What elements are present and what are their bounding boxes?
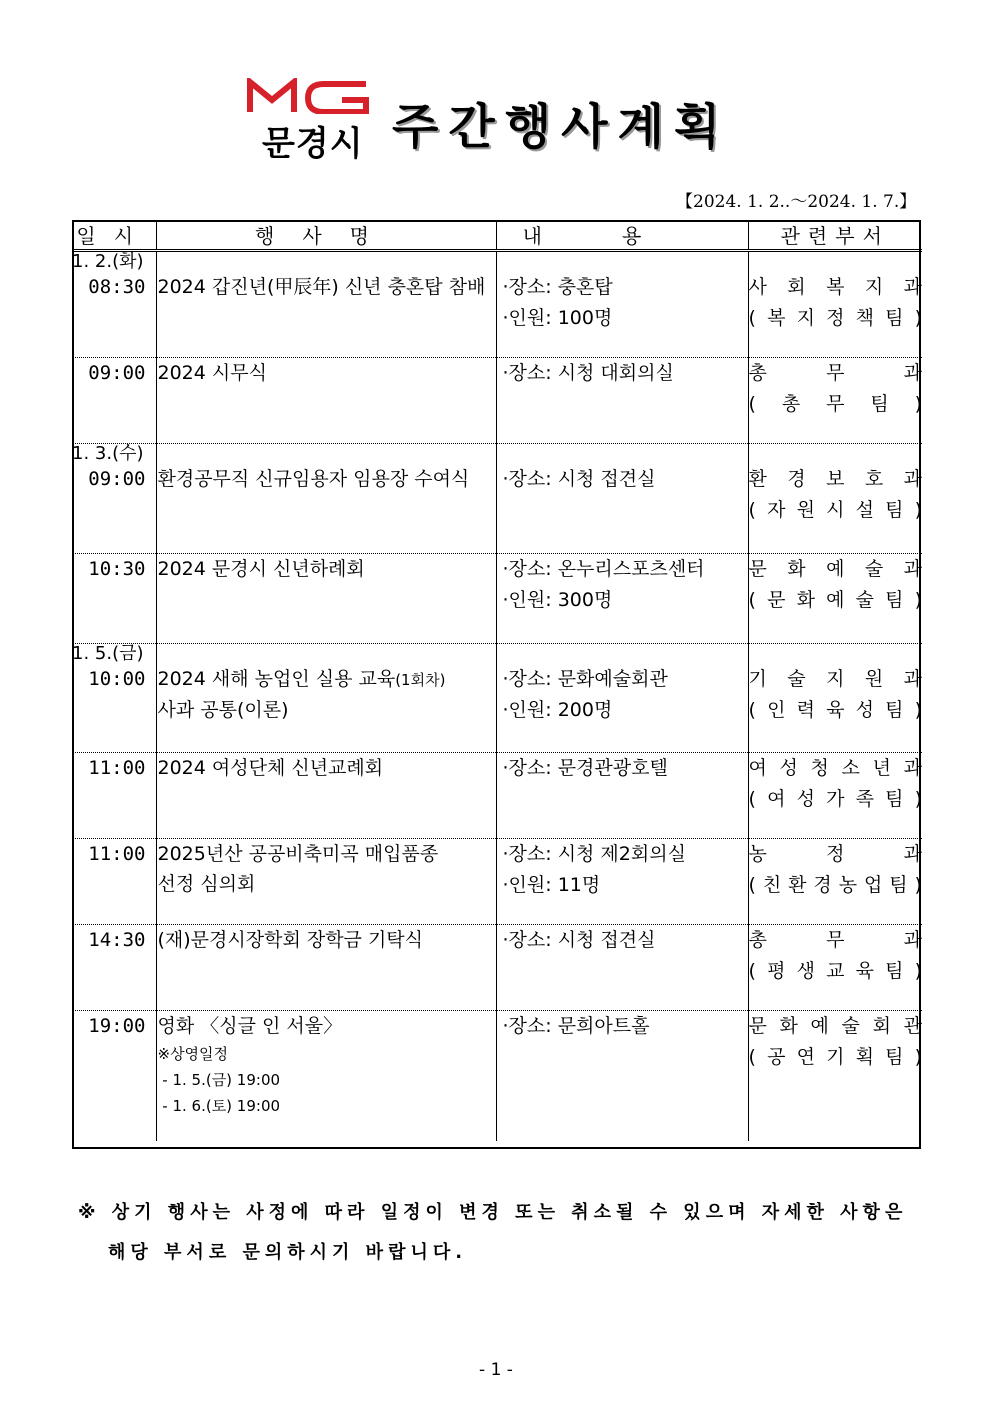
department-char: 인 — [767, 699, 786, 721]
event-name-line — [158, 358, 496, 388]
department-char: 경 — [813, 873, 832, 896]
department-char: 지 — [864, 276, 884, 298]
department-char: 기 — [826, 1045, 845, 1068]
screening-schedule-line: - 1. 6.(토) 19:00 — [157, 1096, 281, 1115]
team-name — [749, 870, 923, 901]
department-char: ( — [748, 959, 756, 982]
department-char: 기 — [748, 668, 767, 690]
event-department — [748, 272, 922, 357]
department-char: ( — [748, 498, 756, 521]
event-name-line — [158, 753, 496, 783]
department-char: 팀 — [885, 959, 904, 982]
department-char: 팀 — [885, 787, 904, 810]
department-char: 성 — [796, 787, 815, 810]
event-content — [496, 357, 748, 443]
empty-cell — [496, 644, 748, 665]
team-name — [749, 956, 923, 987]
event-name-line — [158, 839, 496, 869]
department-char: 자 — [767, 498, 786, 521]
content-line: ·인원: 100명 — [502, 307, 613, 329]
department-char: 지 — [826, 668, 845, 690]
table-header-row — [72, 220, 922, 251]
event-name-text: 2024 새해 농업인 실용 교육 — [157, 668, 396, 690]
department-char: 지 — [796, 307, 815, 329]
event-department — [748, 924, 922, 1010]
event-name — [156, 924, 496, 1010]
department-char: 사 — [748, 276, 767, 298]
department-char: ) — [914, 787, 922, 810]
department-char: 팀 — [885, 307, 904, 329]
department-char: 총 — [781, 392, 801, 415]
department-char: 과 — [903, 842, 922, 865]
department-char: 성 — [855, 699, 874, 721]
department-char: 시 — [826, 498, 845, 521]
department-char: ) — [914, 392, 922, 415]
department-char: 환 — [748, 467, 767, 490]
department-name — [749, 925, 923, 956]
event-department — [748, 1010, 922, 1141]
department-char: 팀 — [885, 699, 904, 721]
department-name — [749, 272, 923, 303]
event-name-text: 2024 여성단체 신년교례회 — [157, 756, 384, 779]
content-line: ·장소: 시청 제2회의실 — [502, 842, 686, 865]
empty-cell — [496, 251, 748, 273]
logo-city-name: 문경시 — [262, 124, 364, 164]
empty-cell — [156, 443, 496, 464]
department-char: 관 — [903, 1014, 922, 1037]
department-char: 경 — [787, 467, 806, 490]
department-char: ) — [914, 498, 922, 521]
department-char: 회 — [872, 1014, 891, 1037]
content-line: ·인원: 300명 — [502, 589, 613, 611]
department-char: 소 — [841, 756, 860, 779]
event-content — [496, 664, 748, 752]
event-name-line — [158, 554, 496, 584]
event-time: 19:00 — [72, 1010, 156, 1141]
department-char: 공 — [767, 1045, 786, 1068]
department-char: 예 — [826, 558, 845, 580]
date-cell: 1. 3.(수) — [72, 443, 156, 464]
department-char: 술 — [864, 558, 884, 580]
department-name — [749, 664, 923, 695]
department-char: 년 — [872, 756, 891, 779]
event-content — [496, 272, 748, 357]
department-char: 과 — [903, 467, 922, 490]
department-char: 육 — [826, 699, 845, 721]
department-char: ) — [914, 1045, 922, 1068]
content-line: ·장소: 온누리스포츠센터 — [502, 558, 705, 580]
department-char: 팀 — [889, 873, 908, 896]
event-name-line — [158, 272, 496, 302]
department-char: ( — [748, 1045, 756, 1068]
event-name-line — [158, 925, 496, 955]
event-time: 11:00 — [72, 752, 156, 838]
department-char: 농 — [748, 842, 767, 865]
department-char: 화 — [796, 589, 815, 611]
date-row — [72, 251, 922, 273]
event-name-text: 영화 〈싱글 인 서울〉 — [157, 1014, 343, 1037]
event-department — [748, 838, 922, 924]
screening-schedule-line: - 1. 5.(금) 19:00 — [157, 1070, 281, 1089]
date-row — [72, 443, 922, 464]
date-row — [72, 644, 922, 665]
event-name-text: 2024 문경시 신년하례회 — [157, 558, 365, 580]
event-department — [748, 664, 922, 752]
department-name — [749, 753, 923, 784]
empty-cell — [748, 443, 922, 464]
event-content — [496, 924, 748, 1010]
department-char: 문 — [767, 589, 786, 611]
department-char: 성 — [779, 756, 798, 779]
department-char: 업 — [863, 873, 883, 896]
page-number: - 1 - — [479, 1360, 513, 1380]
event-name — [156, 272, 496, 357]
event-row — [72, 664, 922, 752]
department-char: 여 — [748, 756, 767, 779]
event-department — [748, 357, 922, 443]
department-char: 술 — [787, 668, 806, 690]
department-char: ) — [914, 959, 922, 982]
date-cell: 1. 5.(금) — [72, 644, 156, 665]
empty-cell — [156, 251, 496, 273]
department-char: 복 — [767, 307, 786, 329]
department-char: 여 — [767, 787, 786, 810]
mg-logo — [246, 78, 372, 164]
department-char: 환 — [788, 873, 807, 896]
department-char: 설 — [855, 498, 874, 521]
department-char: 력 — [796, 699, 815, 721]
event-name-text: 2024 갑진년(甲辰年) 신년 충혼탑 참배 — [157, 276, 486, 298]
team-name — [749, 1042, 923, 1073]
event-name — [156, 838, 496, 924]
department-name — [749, 464, 923, 495]
department-char: ( — [748, 787, 756, 810]
content-line: ·인원: 200명 — [502, 699, 613, 721]
department-char: 화 — [779, 1014, 798, 1037]
empty-cell — [156, 644, 496, 665]
department-char: ( — [748, 589, 756, 611]
event-row — [72, 357, 922, 443]
event-department — [748, 752, 922, 838]
department-char: 족 — [855, 787, 874, 810]
team-name — [749, 303, 923, 334]
department-char: 술 — [855, 589, 874, 611]
event-name — [156, 664, 496, 752]
notice-line-1: ※ 상기 행사는 사정에 따라 일정이 변경 또는 취소될 수 있으며 자세한 사항은 — [78, 1202, 908, 1223]
event-time: 10:00 — [72, 664, 156, 752]
event-content — [496, 1010, 748, 1141]
department-char: 술 — [841, 1014, 860, 1037]
department-char: 무 — [826, 928, 845, 951]
header-datetime: 일시 — [72, 220, 156, 251]
department-char: ( — [748, 873, 756, 896]
empty-cell — [496, 443, 748, 464]
event-name-line — [158, 464, 496, 494]
event-content — [496, 554, 748, 644]
event-row — [72, 554, 922, 644]
event-name-line-2: 사과 공통(이론) — [157, 699, 289, 721]
department-char: 화 — [787, 558, 806, 580]
department-char: 친 — [762, 873, 782, 896]
department-char: 가 — [826, 787, 845, 810]
department-char: 팀 — [885, 1045, 904, 1068]
content-line: ·장소: 문화예술회관 — [502, 668, 668, 690]
event-name-sub: (1회차) — [395, 671, 446, 689]
content-line: ·장소: 시청 접견실 — [502, 928, 656, 951]
event-content — [496, 752, 748, 838]
notice — [78, 1193, 928, 1273]
department-char: 청 — [810, 756, 829, 779]
event-row — [72, 464, 922, 554]
event-name-line — [158, 664, 496, 695]
department-char: 복 — [826, 276, 845, 298]
header-event-name: 행사명 — [156, 220, 496, 251]
event-time: 10:30 — [72, 554, 156, 644]
event-name-text: 2024 시무식 — [157, 361, 267, 384]
department-char: 연 — [796, 1045, 815, 1068]
department-char: ) — [914, 307, 922, 329]
empty-cell — [748, 644, 922, 665]
department-char: 팀 — [870, 392, 889, 415]
department-char: 육 — [855, 959, 874, 982]
department-char: 교 — [826, 959, 845, 982]
event-name-text: 환경공무직 신규임용자 임용장 수여식 — [157, 467, 470, 490]
department-char: 무 — [826, 392, 845, 415]
department-char: ) — [914, 873, 922, 896]
department-name — [749, 1011, 923, 1042]
department-char: ) — [914, 699, 922, 721]
content-line: ·장소: 시청 접견실 — [502, 467, 656, 490]
event-name — [156, 554, 496, 644]
department-char: 총 — [748, 361, 767, 384]
event-time: 08:30 — [72, 272, 156, 357]
event-name-line — [158, 1011, 496, 1041]
event-row — [72, 838, 922, 924]
department-char: 과 — [903, 276, 922, 298]
department-char: 예 — [826, 589, 845, 611]
department-char: 정 — [826, 842, 845, 865]
department-char: 팀 — [885, 498, 904, 521]
event-name — [156, 357, 496, 443]
event-row — [72, 1010, 922, 1141]
department-char: 과 — [903, 558, 922, 580]
notice-line-2: 해당 부서로 문의하시기 바랍니다. — [108, 1242, 468, 1263]
department-char: 원 — [796, 498, 815, 521]
department-char: ( — [748, 699, 756, 721]
department-char: 과 — [903, 928, 922, 951]
event-content — [496, 464, 748, 554]
event-department — [748, 554, 922, 644]
event-row — [72, 752, 922, 838]
event-name — [156, 1010, 496, 1141]
period-range: 【2024. 1. 2..～2024. 1. 7.】 — [676, 192, 917, 212]
team-name — [749, 389, 923, 420]
date-cell: 1. 2.(화) — [72, 251, 156, 273]
department-char: 책 — [855, 307, 874, 329]
department-char: 생 — [796, 959, 815, 982]
event-row — [72, 924, 922, 1010]
event-time: 11:00 — [72, 838, 156, 924]
department-char: 예 — [810, 1014, 829, 1037]
content-line: ·장소: 문희아트홀 — [502, 1014, 650, 1037]
department-char: 보 — [826, 467, 845, 490]
page-title: 주간행사계획 — [392, 99, 731, 155]
department-char: 문 — [748, 1014, 767, 1037]
department-name — [749, 839, 923, 870]
event-content — [496, 838, 748, 924]
department-char: ( — [748, 392, 756, 415]
team-name — [749, 784, 923, 815]
department-char: 평 — [767, 959, 786, 982]
event-row — [72, 272, 922, 357]
team-name — [749, 695, 923, 726]
event-name-line-2: 선정 심의회 — [157, 872, 256, 895]
content-line: ·장소: 문경관광호텔 — [502, 756, 668, 779]
department-char: 원 — [864, 668, 884, 690]
department-name — [749, 358, 923, 389]
event-name — [156, 464, 496, 554]
department-char: 정 — [826, 307, 845, 329]
content-line: ·장소: 시청 대회의실 — [502, 361, 674, 384]
department-char: 과 — [903, 756, 922, 779]
department-char: 무 — [826, 361, 845, 384]
department-char: ( — [748, 307, 756, 329]
event-name-text: (재)문경시장학회 장학금 기탁식 — [157, 928, 424, 951]
content-line: ·장소: 충혼탑 — [502, 276, 613, 298]
schedule-table — [72, 220, 922, 1141]
department-name — [749, 554, 923, 585]
event-time: 09:00 — [72, 357, 156, 443]
department-char: 과 — [903, 668, 922, 690]
mg-logo-mark — [246, 78, 372, 114]
empty-cell — [748, 251, 922, 273]
department-char: 호 — [864, 467, 884, 490]
event-name — [156, 752, 496, 838]
department-char: 회 — [787, 276, 806, 298]
content-line: ·인원: 11명 — [502, 873, 601, 896]
team-name — [749, 585, 923, 616]
event-name-text: 2025년산 공공비축미곡 매입품종 — [157, 842, 439, 865]
department-char: 농 — [838, 873, 858, 896]
event-time: 09:00 — [72, 464, 156, 554]
header-department: 관련부서 — [748, 220, 922, 251]
department-char: 문 — [748, 558, 767, 580]
screening-schedule-line: ※상영일정 — [157, 1044, 229, 1063]
event-time: 14:30 — [72, 924, 156, 1010]
department-char: ) — [914, 589, 922, 611]
department-char: 총 — [748, 928, 767, 951]
department-char: 획 — [855, 1045, 874, 1068]
header-content: 내용 — [496, 220, 748, 251]
department-char: 과 — [903, 361, 922, 384]
department-char: 팀 — [885, 589, 904, 611]
event-department — [748, 464, 922, 554]
team-name — [749, 495, 923, 526]
